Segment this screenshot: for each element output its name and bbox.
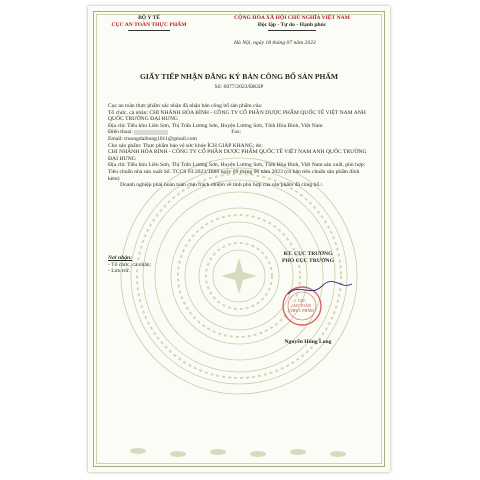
email-line: Email: truongdaihung1011@gmail.com — [108, 135, 197, 142]
fax-label: Fax: — [231, 129, 242, 136]
svg-text:THỰC PHẨM: THỰC PHẨM — [290, 308, 314, 313]
left-header-rule — [128, 30, 170, 31]
recipients-block — [108, 255, 218, 275]
right-header-rule — [268, 30, 316, 31]
product-line: Cho sản phẩm: Thực phẩm bảo vệ sức khỏe ÍCH GIÁP KHANG; do: — [108, 142, 263, 149]
ministry-name: BỘ Y TẾ — [138, 15, 160, 21]
document-title: GIẤY TIẾP NHẬN ĐĂNG KÝ BẢN CÔNG BỐ SẢN PHẨM — [139, 72, 339, 81]
inner-border — [96, 14, 382, 464]
signer-role-2: PHÓ CỤC TRƯỞNG — [282, 258, 334, 264]
standard-line: Tiêu chuẩn nhà sản xuất Số: TCCS 03:2023/TĐH ngày 09 tháng 06 năm 2023 (có bản tiêu chuẩn sản phẩm đính kèm) — [108, 168, 360, 182]
signer-name: Nguyễn Hùng Long — [284, 339, 332, 345]
phone-label: Điện thoại: — [108, 129, 134, 136]
address-line: Địa chỉ: Tiểu khu Liên Sơn, Thị Trấn Lương Sơn, Huyện Lương Sơn, Tỉnh Hòa Bình, Việt Nam — [108, 122, 323, 129]
svg-text:CỤC: CỤC — [297, 298, 307, 303]
intro-line: Cục an toàn thực phẩm xác nhận đã nhận bản công bố sản phẩm của: — [108, 103, 263, 109]
republic-name: CỘNG HÒA XÃ HỘI CHỦ NGHĨA VIỆT NAM — [234, 15, 350, 21]
recipient-item: - Tổ chức, cá nhân; — [108, 261, 152, 268]
body-content — [108, 103, 372, 189]
document-number: Số: 6077/2023/ĐKSP — [214, 84, 264, 90]
date-line: Hà Nội, ngày 18 tháng 07 năm 2023 — [234, 40, 316, 46]
recipient-item: - Lưu trữ. — [108, 268, 130, 275]
department-name: CỤC AN TOÀN THỰC PHẨM — [111, 22, 187, 28]
maker-address-line: Địa chỉ: Tiểu khu Liên Sơn, Thị Trấn Lương Sơn, Huyện Lương Sơn, Tỉnh Hòa Bình, Việt Nam sản xuất, phù hợp: — [108, 162, 366, 169]
phone-redacted — [134, 130, 168, 135]
official-seal — [270, 276, 360, 336]
organization-line: Tổ chức, cá nhân: CHI NHÁNH HÒA BÌNH - CÔNG TY CỔ PHẦN DƯỢC PHẨM QUỐC TẾ VIỆT NAM ANH QUỐC TRƯỜNG ĐẠI HƯNG — [108, 109, 366, 123]
contact-line — [108, 129, 372, 136]
recipients-label: Nơi nhận: — [108, 255, 132, 261]
signer-role-1: KT. CỤC TRƯỞNG — [283, 251, 333, 257]
national-motto: Độc lập - Tự do - Hạnh phúc — [257, 22, 327, 28]
certificate-page — [88, 6, 390, 472]
svg-text:AN TOÀN: AN TOÀN — [293, 303, 311, 308]
responsibility-line: Doanh nghiệp phải hoàn toàn chịu trách nhiệm về tính phù hợp của sản phẩm đã công bố./. — [120, 182, 324, 189]
maker-line: CHI NHÁNH HÒA BÌNH - CÔNG TY CỔ PHẦN DƯỢC PHẨM QUỐC TẾ VIỆT NAM ANH QUỐC TRƯỜNG ĐẠI HƯNG — [108, 149, 367, 162]
